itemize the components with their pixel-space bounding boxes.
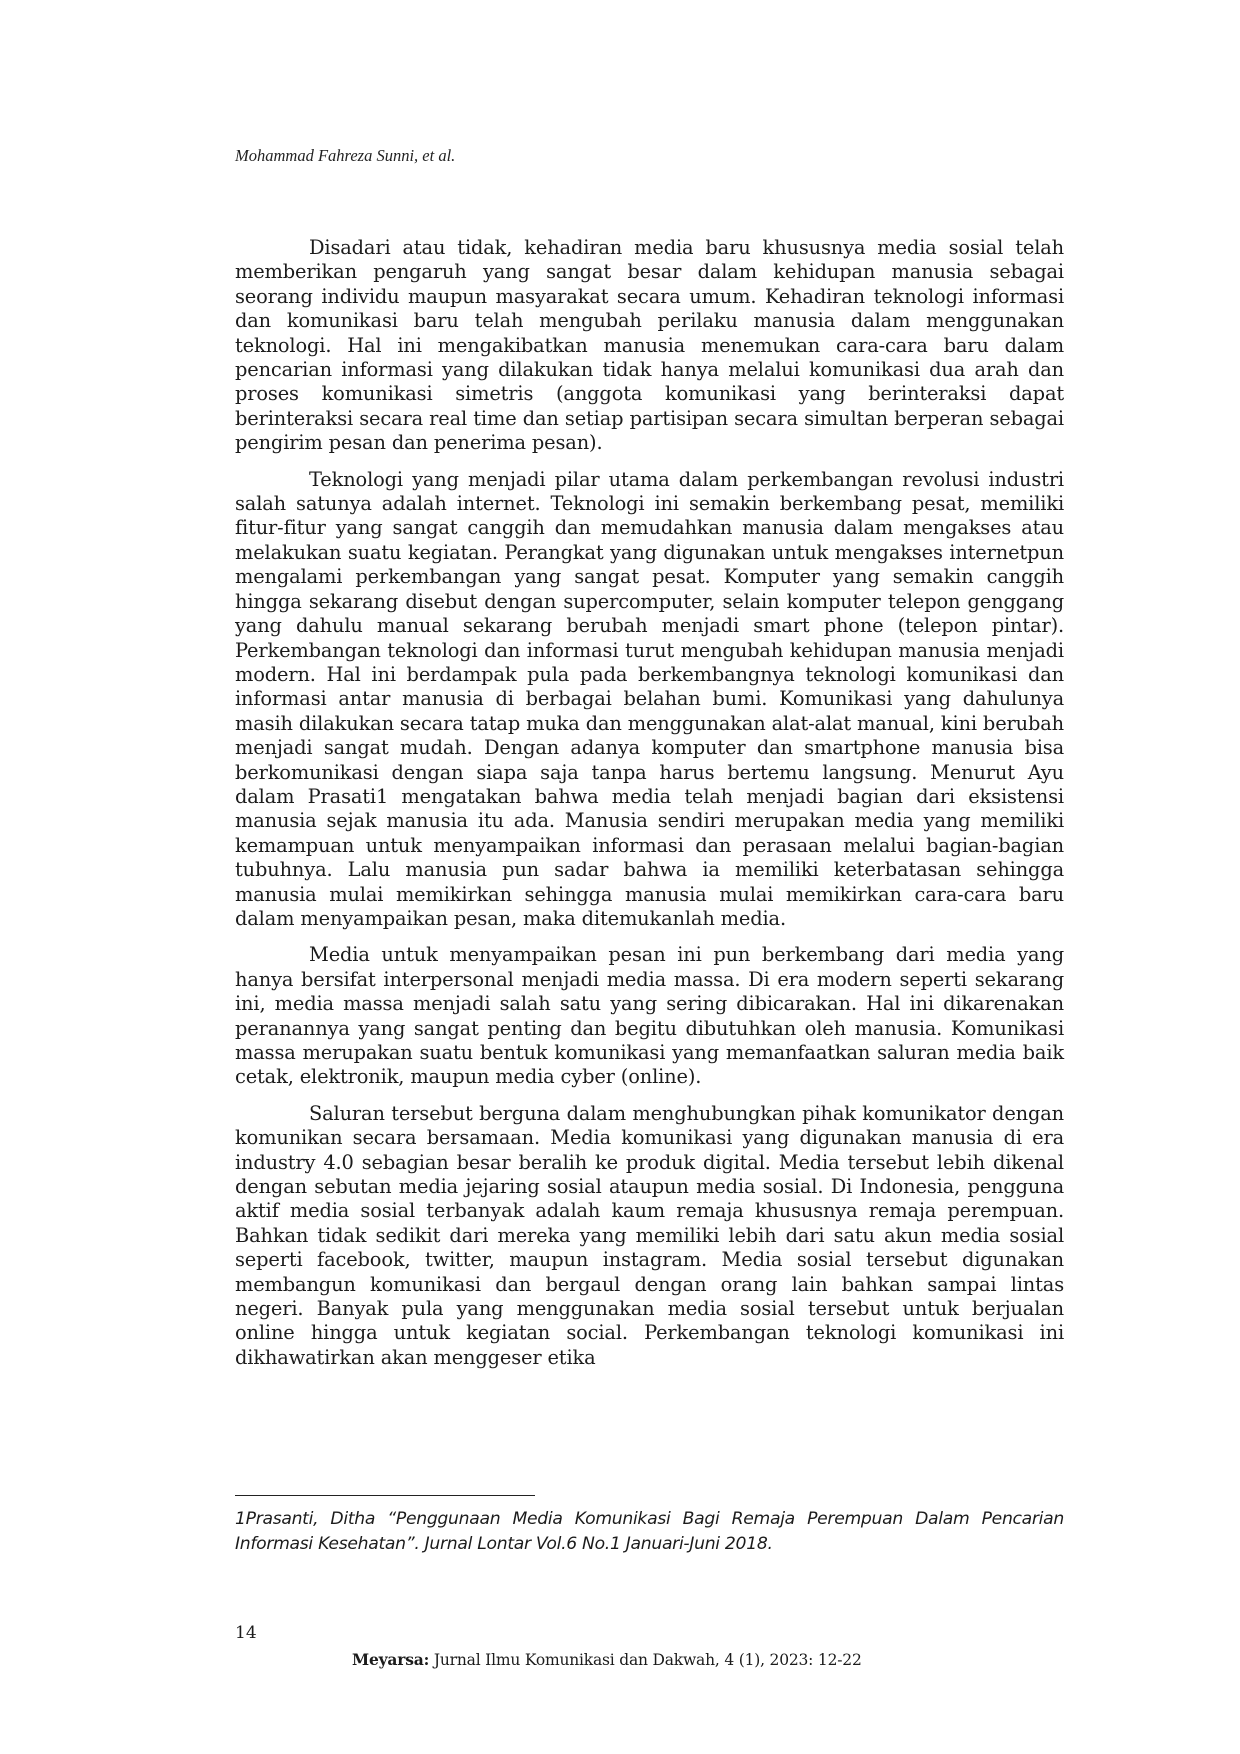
page-number: 14 [235, 1623, 257, 1643]
page-footer [352, 1650, 862, 1669]
body-text [235, 236, 1064, 1382]
running-head: Mohammad Fahreza Sunni, et al. [235, 146, 456, 165]
paragraph-1: Disadari atau tidak, kehadiran media baru khususnya media sosial telah memberikan pengaruh yang sangat besar dalam kehidupan manusia sebagai seorang individu maupun masyarakat secara umum. Kehadiran teknologi informasi dan komunikasi baru telah mengubah perilaku manusia dalam menggunakan teknologi. Hal ini mengakibatkan manusia menemukan cara-cara baru dalam pencarian informasi yang dilakukan tidak hanya melalui komunikasi dua arah dan proses komunikasi simetris (anggota komunikasi yang berinteraksi dapat berinteraksi secara real time dan setiap partisipan secara simultan berperan sebagai pengirim pesan dan penerima pesan). [235, 236, 1064, 455]
paragraph-4: Saluran tersebut berguna dalam menghubungkan pihak komunikator dengan komunikan secara bersamaan. Media komunikasi yang digunakan manusia di era industry 4.0 sebagian besar beralih ke produk digital. Media tersebut lebih dikenal dengan sebutan media jejaring sosial ataupun media sosial. Di Indonesia, pengguna aktif media sosial terbanyak adalah kaum remaja khususnya remaja perempuan. Bahkan tidak sedikit dari mereka yang memiliki lebih dari satu akun media sosial seperti facebook, twitter, maupun instagram. Media sosial tersebut digunakan membangun komunikasi dan bergaul dengan orang lain bahkan sampai lintas negeri. Banyak pula yang menggunakan media sosial tersebut untuk berjualan online hingga untuk kegiatan social. Perkembangan teknologi komunikasi ini dikhawatirkan akan menggeser etika [235, 1101, 1064, 1369]
paragraph-2: Teknologi yang menjadi pilar utama dalam perkembangan revolusi industri salah satunya adalah internet. Teknologi ini semakin berkembang pesat, memiliki fitur-fitur yang sangat canggih dan memudahkan manusia dalam mengakses atau melakukan suatu kegiatan. Perangkat yang digunakan untuk mengakses internetpun mengalami perkembangan yang sangat pesat. Komputer yang semakin canggih hingga sekarang disebut dengan supercomputer, selain komputer telepon genggang yang dahulu manual sekarang berubah menjadi smart phone (telepon pintar). Perkembangan teknologi dan informasi turut mengubah kehidupan manusia menjadi modern. Hal ini berdampak pula pada berkembangnya teknologi komunikasi dan informasi antar manusia di berbagai belahan bumi. Komunikasi yang dahulunya masih dilakukan secara tatap muka dan menggunakan alat-alat manual, kini berubah menjadi sangat mudah. Dengan adanya komputer dan smartphone manusia bisa berkomunikasi dengan siapa saja tanpa harus bertemu langsung. Menurut Ayu dalam Prasati1 mengatakan bahwa media telah menjadi bagian dari eksistensi manusia sejak manusia itu ada. Manusia sendiri merupakan media yang memiliki kemampuan untuk menyampaikan informasi dan perasaan melalui bagian-bagian tubuhnya. Lalu manusia pun sadar bahwa ia memiliki keterbatasan sehingga manusia mulai memikirkan sehingga manusia mulai memikirkan cara-cara baru dalam menyampaikan pesan, maka ditemukanlah media. [235, 467, 1064, 930]
journal-name: Meyarsa: [352, 1650, 430, 1669]
paragraph-3: Media untuk menyampaikan pesan ini pun berkembang dari media yang hanya bersifat interpersonal menjadi media massa. Di era modern seperti sekarang ini, media massa menjadi salah satu yang sering dibicarakan. Hal ini dikarenakan peranannya yang sangat penting dan begitu dibutuhkan oleh manusia. Komunikasi massa merupakan suatu bentuk komunikasi yang memanfaatkan saluran media baik cetak, elektronik, maupun media cyber (online). [235, 943, 1064, 1089]
footnote: 1Prasanti, Ditha “Penggunaan Media Komunikasi Bagi Remaja Perempuan Dalam Pencarian Informasi Kesehatan”. Jurnal Lontar Vol.6 No.1 Januari-Juni 2018. [235, 1509, 1064, 1554]
footnote-divider [235, 1495, 535, 1496]
journal-citation: Jurnal Ilmu Komunikasi dan Dakwah, 4 (1), 2023: 12-22 [429, 1651, 862, 1669]
